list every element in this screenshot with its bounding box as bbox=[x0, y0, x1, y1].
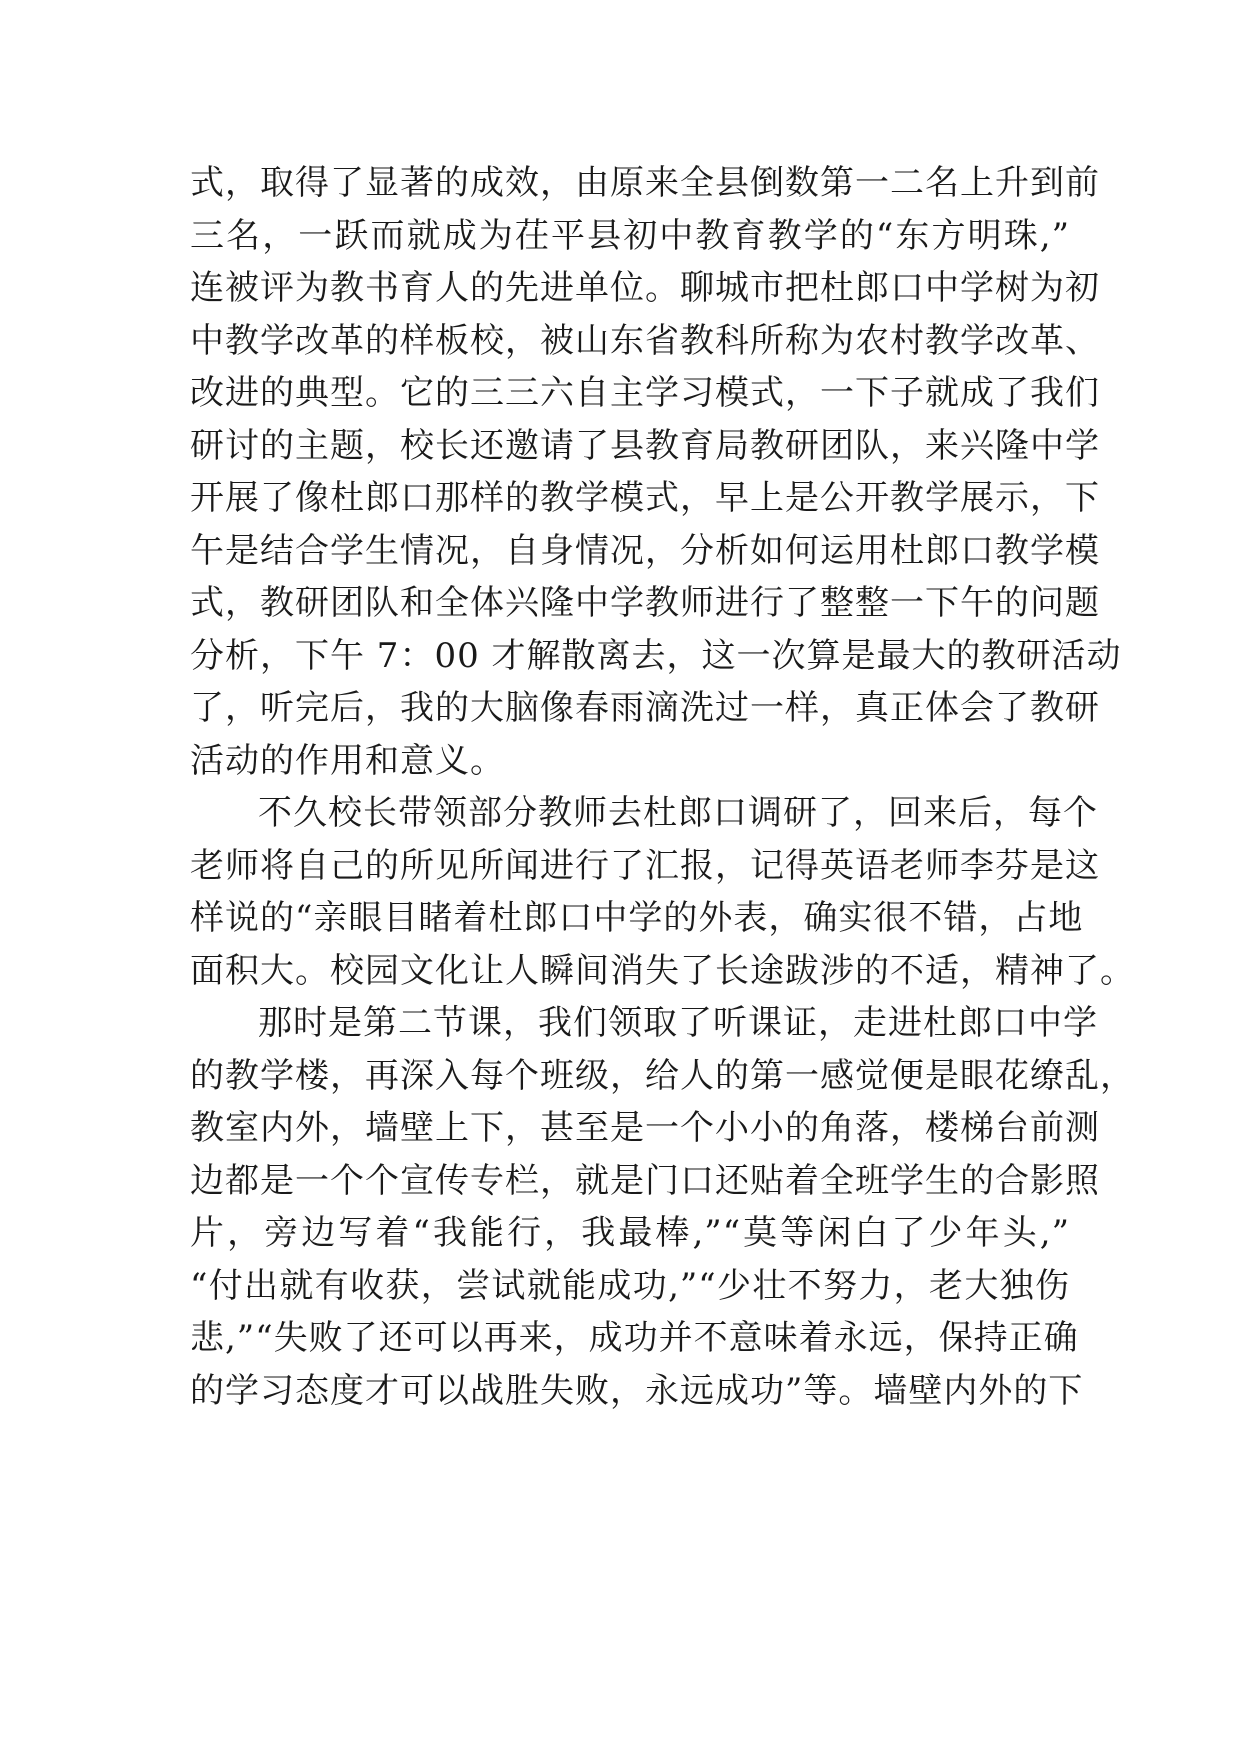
text-line: 悲,”“失败了还可以再来，成功并不意味着永远，保持正确 bbox=[190, 1318, 1079, 1358]
text-line: 午是结合学生情况，自身情况，分析如何运用杜郎口教学模 bbox=[190, 530, 1100, 571]
text-line: 开展了像杜郎口那样的教学模式，早上是公开教学展示，下 bbox=[190, 478, 1100, 518]
text-line: 了，听完后，我的大脑像春雨滴洗过一样，真正体会了教研 bbox=[190, 688, 1100, 728]
text-line: 改进的典型。它的三三六自主学习模式，一下子就成了我们 bbox=[190, 373, 1100, 413]
text-line: 那时是第二节课，我们领取了听课证，走进杜郎口中学 bbox=[258, 1003, 1098, 1043]
text-line: 分析，下午 7：00 才解散离去，这一次算是最大的教研活动 bbox=[190, 635, 1122, 676]
text-line: 老师将自己的所见所闻进行了汇报，记得英语老师李芬是这 bbox=[190, 845, 1100, 886]
text-line: 研讨的主题，校长还邀请了县教育局教研团队，来兴隆中学 bbox=[190, 425, 1100, 466]
document-body bbox=[190, 157, 1135, 1417]
text-line: “付出就有收获，尝试就能成功,”“少壮不努力，老大独伤 bbox=[190, 1265, 1070, 1306]
text-line: 片，旁边写着“我能行，我最棒,”“莫等闲白了少年头,” bbox=[190, 1213, 1070, 1253]
text-line: 面积大。校园文化让人瞬间消失了长途跋涉的不适，精神了。 bbox=[190, 950, 1135, 991]
text-line: 三名，一跃而就成为茌平县初中教育教学的“东方明珠,” bbox=[190, 215, 1070, 256]
text-line: 边都是一个个宣传专栏，就是门口还贴着全班学生的合影照 bbox=[190, 1160, 1100, 1201]
text-line: 连被评为教书育人的先进单位。聊城市把杜郎口中学树为初 bbox=[190, 268, 1100, 308]
text-line: 活动的作用和意义。 bbox=[190, 740, 505, 781]
text-line: 教室内外，墙壁上下，甚至是一个小小的角落，楼梯台前测 bbox=[190, 1108, 1100, 1148]
text-line: 样说的“亲眼目睹着杜郎口中学的外表，确实很不错，占地 bbox=[190, 898, 1084, 938]
text-line: 式，教研团队和全体兴隆中学教师进行了整整一下午的问题 bbox=[190, 583, 1100, 623]
text-line: 的学习态度才可以战胜失败，永远成功”等。墙壁内外的下 bbox=[190, 1370, 1084, 1411]
text-line: 不久校长带领部分教师去杜郎口调研了，回来后，每个 bbox=[258, 793, 1098, 833]
text-line: 中教学改革的样板校，被山东省教科所称为农村教学改革、 bbox=[190, 320, 1100, 361]
text-line: 的教学楼，再深入每个班级，给人的第一感觉便是眼花缭乱， bbox=[190, 1055, 1135, 1096]
text-line: 式，取得了显著的成效，由原来全县倒数第一二名上升到前 bbox=[190, 163, 1100, 203]
